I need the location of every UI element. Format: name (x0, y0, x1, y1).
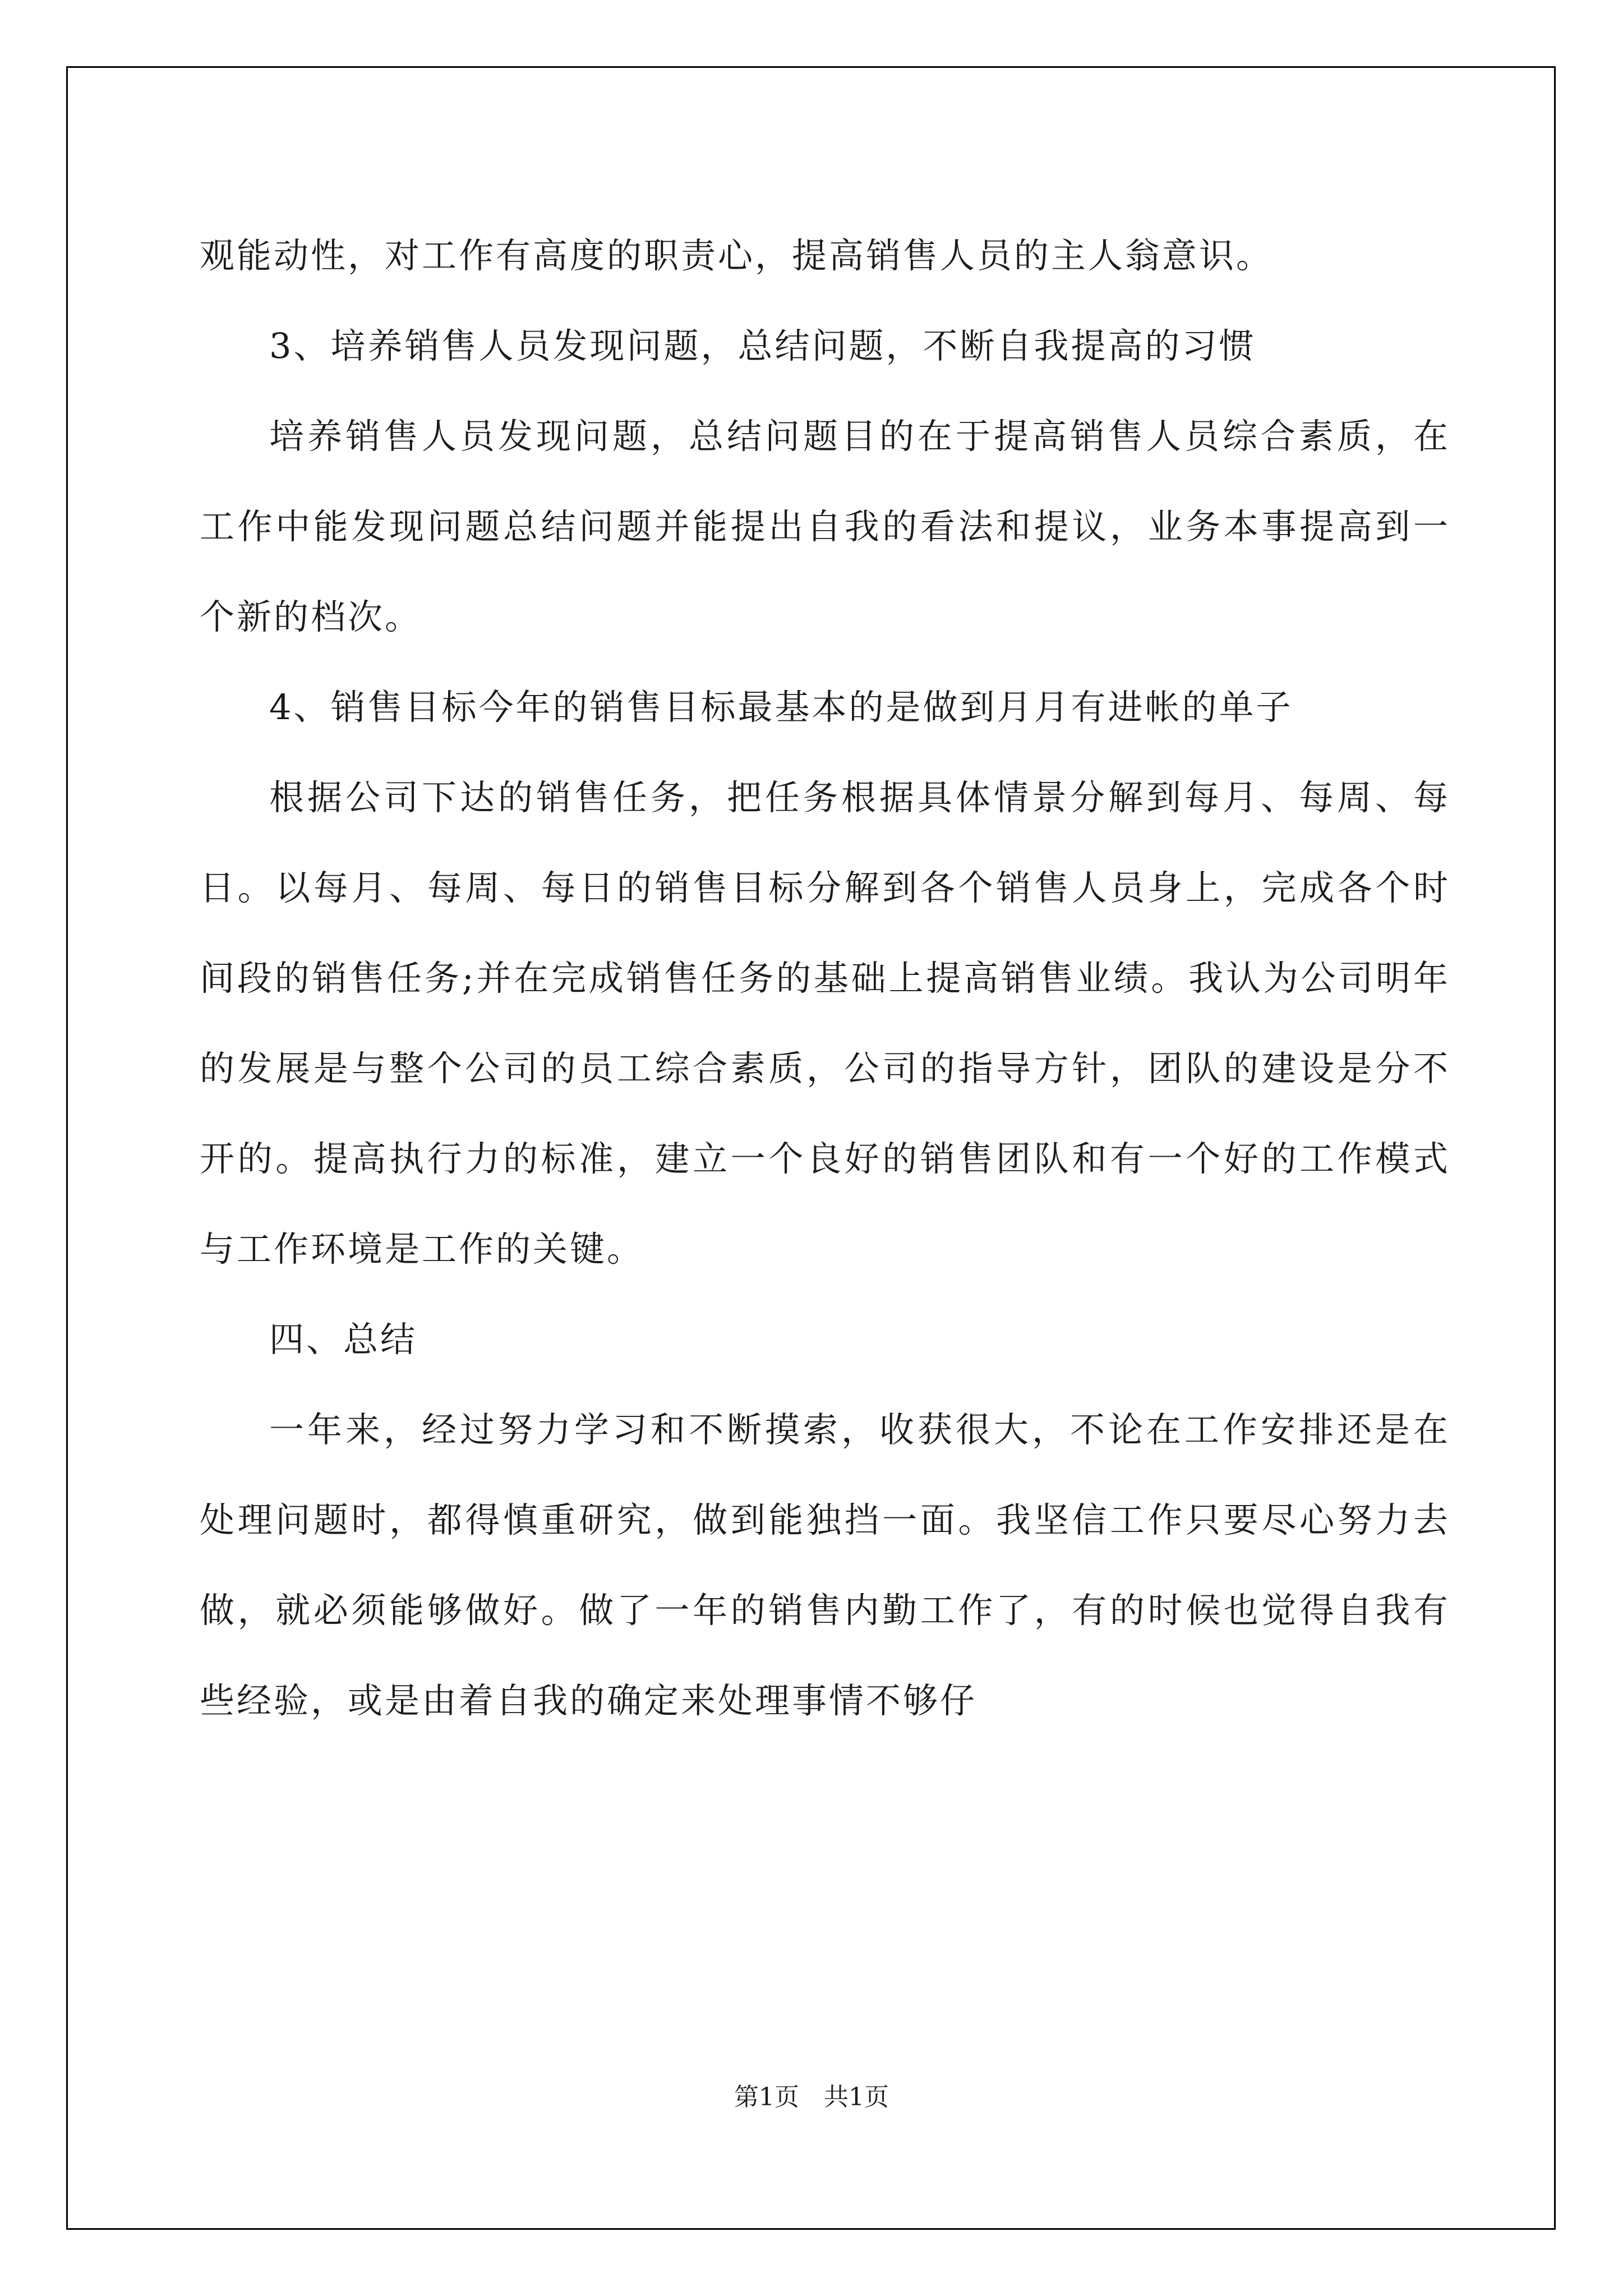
paragraph-summary: 一年来，经过努力学习和不断摸索，收获很大，不论在工作安排还是在处理问题时，都得慎重研究，做到能独挡一面。我坚信工作只要尽心努力去做，就必须能够做好。做了一年的销售内勤工作了，有的时候也觉得自我有些经验，或是由着自我的确定来处理事情不够仔 (200, 1409, 1450, 1721)
section-heading-summary: 四、总结 (269, 1319, 418, 1360)
paragraph-sales-targets: 根据公司下达的销售任务，把任务根据具体情景分解到每月、每周、每日。以每月、每周、每日的销售目标分解到各个销售人员身上，完成各个时间段的销售任务;并在完成销售任务的基础上提高销售业绩。我认为公司明年的发展是与整个公司的员工综合素质，公司的指导方针，团队的建设是分不开的。提高执行力的标准，建立一个良好的销售团队和有一个好的工作模式与工作环境是工作的关键。 (200, 777, 1450, 1269)
document-body (200, 210, 1450, 1746)
paragraph-heading-4: 4、销售目标今年的销售目标最基本的是做到月月有进帐的单子 (269, 687, 1293, 728)
page-footer (0, 2081, 1623, 2114)
paragraph-continuation: 观能动性，对工作有高度的职责心，提高销售人员的主人翁意识。 (200, 235, 1274, 276)
page-number: 第1页 (734, 2083, 799, 2111)
paragraph-heading-3: 3、培养销售人员发现问题，总结问题，不断自我提高的习惯 (269, 325, 1256, 366)
page-total: 共1页 (824, 2083, 889, 2111)
paragraph-problem-solving: 培养销售人员发现问题，总结问题目的在于提高销售人员综合素质，在工作中能发现问题总结问题并能提出自我的看法和提议，业务本事提高到一个新的档次。 (200, 416, 1450, 637)
